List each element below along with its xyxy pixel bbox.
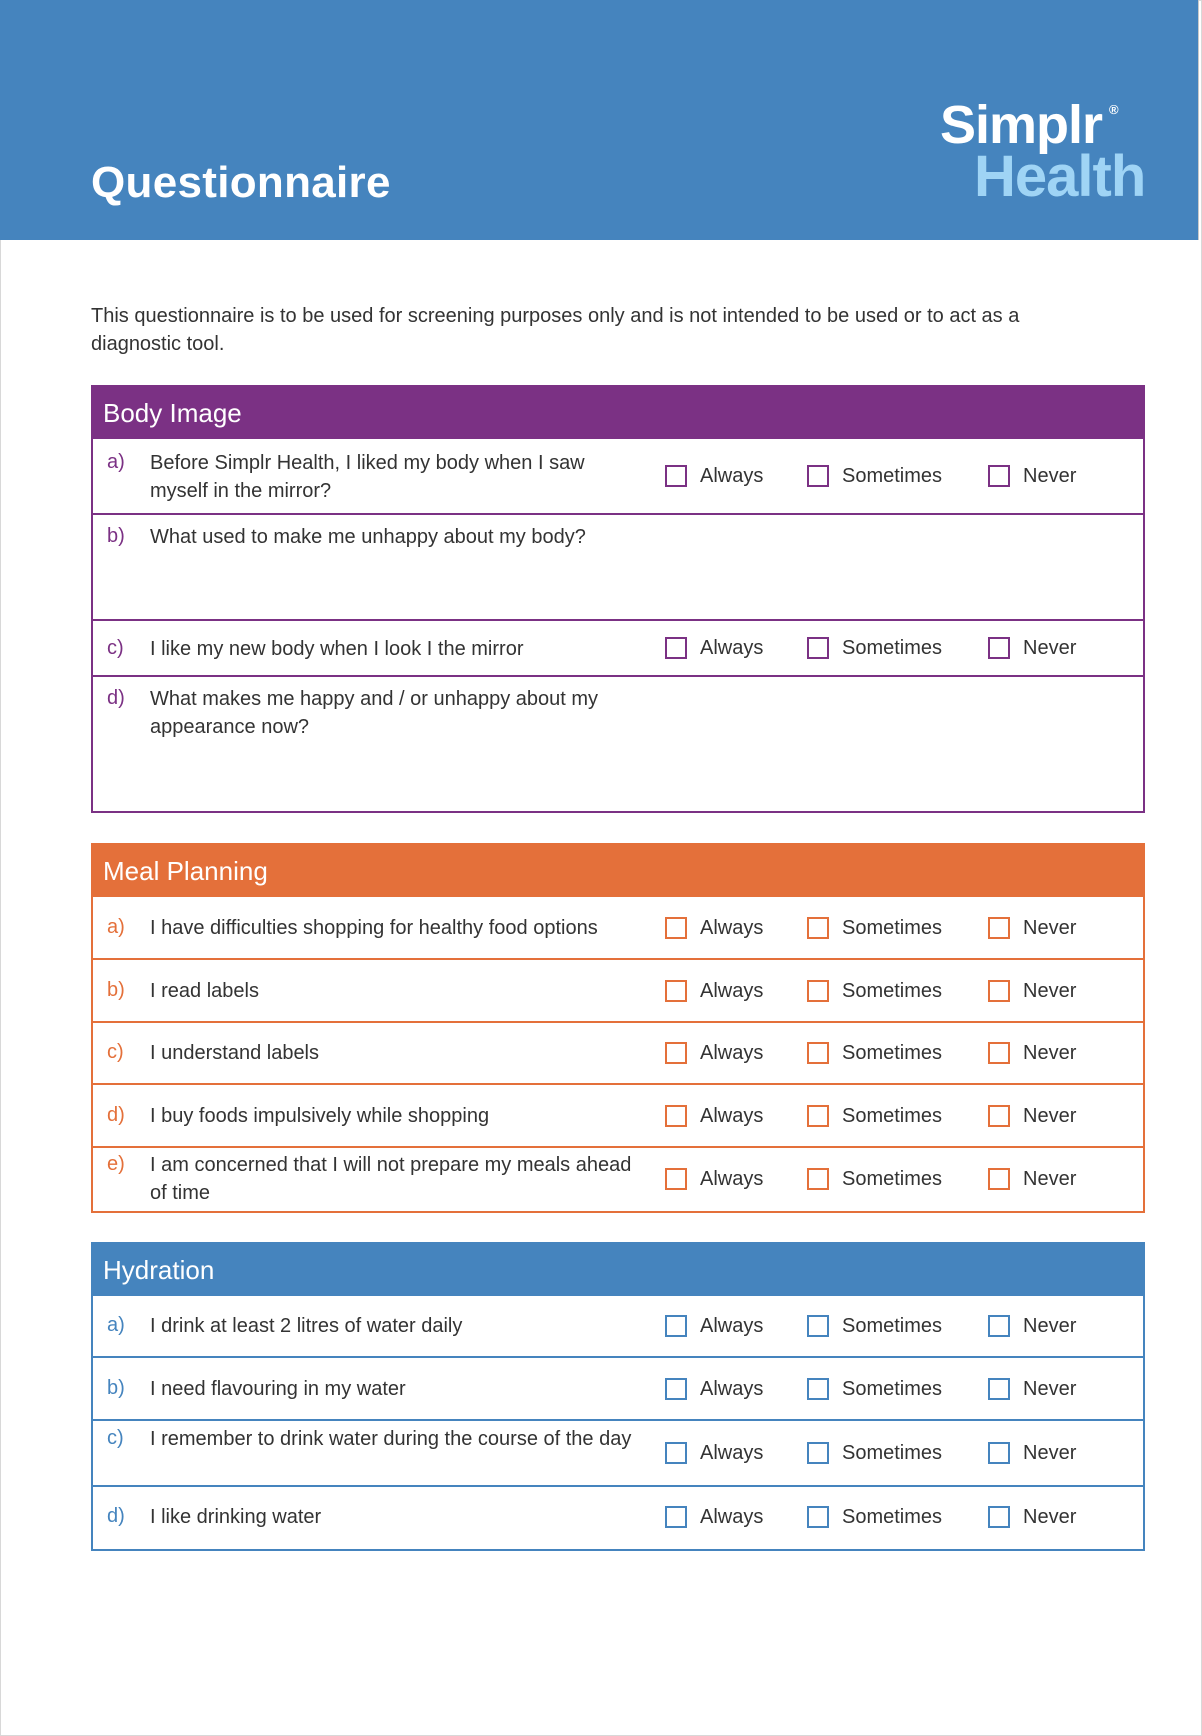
intro-text: This questionnaire is to be used for screening purposes only and is not intended to be used or to act as a diagnostic tool. bbox=[91, 305, 1020, 355]
question-row bbox=[93, 439, 1143, 515]
sometimes-checkbox[interactable] bbox=[807, 1506, 829, 1528]
question-text: What makes me happy and / or unhappy about my appearance now? bbox=[150, 688, 599, 738]
hydration-heading: Hydration bbox=[93, 1244, 1143, 1296]
always-option-label: Always bbox=[700, 1315, 764, 1337]
question-text: Before Simplr Health, I liked my body when I saw myself in the mirror? bbox=[150, 452, 585, 502]
always-checkbox[interactable] bbox=[665, 917, 687, 939]
always-checkbox[interactable] bbox=[665, 1042, 687, 1064]
never-option-label: Never bbox=[1023, 1315, 1077, 1337]
always-checkbox[interactable] bbox=[665, 1442, 687, 1464]
always-checkbox[interactable] bbox=[665, 1315, 687, 1337]
sometimes-checkbox[interactable] bbox=[807, 637, 829, 659]
sometimes-checkbox[interactable] bbox=[807, 1105, 829, 1127]
always-option-label: Always bbox=[700, 1168, 764, 1190]
question-letter: d) bbox=[107, 1104, 125, 1126]
always-option-label: Always bbox=[700, 980, 764, 1002]
question-text: I need flavouring in my water bbox=[150, 1378, 406, 1400]
question-row bbox=[93, 1085, 1143, 1148]
sometimes-option-label: Sometimes bbox=[842, 637, 943, 659]
question-letter: b) bbox=[107, 1377, 125, 1399]
meal-planning-section bbox=[91, 843, 1145, 1213]
never-checkbox[interactable] bbox=[988, 637, 1010, 659]
never-option-label: Never bbox=[1023, 1506, 1077, 1528]
question-text: I like my new body when I look I the mirror bbox=[150, 638, 524, 660]
never-option-label: Never bbox=[1023, 980, 1077, 1002]
question-row bbox=[93, 960, 1143, 1023]
question-letter: a) bbox=[107, 916, 125, 938]
question-row bbox=[93, 1358, 1143, 1421]
always-checkbox[interactable] bbox=[665, 1506, 687, 1528]
sometimes-checkbox[interactable] bbox=[807, 917, 829, 939]
question-letter: b) bbox=[107, 979, 125, 1001]
simplr-health-logo bbox=[940, 95, 1150, 209]
always-option-label: Always bbox=[700, 1506, 764, 1528]
question-text: I remember to drink water during the course of the day bbox=[150, 1428, 632, 1450]
question-row bbox=[93, 1023, 1143, 1085]
never-option-label: Never bbox=[1023, 1105, 1077, 1127]
sometimes-option-label: Sometimes bbox=[842, 1378, 943, 1400]
never-checkbox[interactable] bbox=[988, 917, 1010, 939]
never-checkbox[interactable] bbox=[988, 980, 1010, 1002]
always-checkbox[interactable] bbox=[665, 1378, 687, 1400]
always-option-label: Always bbox=[700, 1042, 764, 1064]
question-text: What used to make me unhappy about my body? bbox=[150, 526, 586, 548]
question-text: I like drinking water bbox=[150, 1506, 322, 1528]
question-letter: c) bbox=[107, 1041, 124, 1063]
never-option-label: Never bbox=[1023, 1378, 1077, 1400]
logo-registered-mark: ® bbox=[1109, 102, 1119, 117]
question-letter: d) bbox=[107, 687, 125, 709]
always-option-label: Always bbox=[700, 637, 764, 659]
question-letter: b) bbox=[107, 525, 125, 547]
question-text: I drink at least 2 litres of water daily bbox=[150, 1315, 463, 1337]
always-checkbox[interactable] bbox=[665, 1168, 687, 1190]
sometimes-option-label: Sometimes bbox=[842, 1168, 943, 1190]
question-letter: e) bbox=[107, 1153, 125, 1175]
never-option-label: Never bbox=[1023, 1168, 1077, 1190]
sometimes-option-label: Sometimes bbox=[842, 980, 943, 1002]
never-option-label: Never bbox=[1023, 465, 1077, 487]
always-option-label: Always bbox=[700, 1442, 764, 1464]
page-title: Questionnaire bbox=[91, 158, 391, 207]
never-checkbox[interactable] bbox=[988, 1105, 1010, 1127]
always-option-label: Always bbox=[700, 1378, 764, 1400]
question-text: I buy foods impulsively while shopping bbox=[150, 1105, 490, 1127]
question-text: I have difficulties shopping for healthy food options bbox=[150, 917, 598, 939]
always-option-label: Always bbox=[700, 1105, 764, 1127]
logo-text-health: Health bbox=[974, 144, 1146, 209]
page-header bbox=[0, 0, 1199, 240]
always-option-label: Always bbox=[700, 465, 764, 487]
sometimes-option-label: Sometimes bbox=[842, 1506, 943, 1528]
never-checkbox[interactable] bbox=[988, 1378, 1010, 1400]
logo-text-simplr: Simplr bbox=[940, 95, 1103, 155]
always-checkbox[interactable] bbox=[665, 1105, 687, 1127]
question-text: I understand labels bbox=[150, 1042, 320, 1064]
question-text: I read labels bbox=[150, 980, 259, 1002]
meal-planning-heading: Meal Planning bbox=[93, 845, 1143, 897]
never-option-label: Never bbox=[1023, 917, 1077, 939]
sometimes-checkbox[interactable] bbox=[807, 1442, 829, 1464]
question-row bbox=[93, 621, 1143, 677]
question-letter: a) bbox=[107, 451, 125, 473]
never-option-label: Never bbox=[1023, 637, 1077, 659]
hydration-section bbox=[91, 1242, 1145, 1551]
sometimes-checkbox[interactable] bbox=[807, 1168, 829, 1190]
sometimes-option-label: Sometimes bbox=[842, 917, 943, 939]
never-checkbox[interactable] bbox=[988, 465, 1010, 487]
sometimes-checkbox[interactable] bbox=[807, 1042, 829, 1064]
question-text: I am concerned that I will not prepare my meals ahead of time bbox=[150, 1154, 632, 1204]
sometimes-option-label: Sometimes bbox=[842, 465, 943, 487]
sometimes-checkbox[interactable] bbox=[807, 1315, 829, 1337]
open-answer-row[interactable] bbox=[93, 515, 1143, 621]
body-image-section bbox=[91, 385, 1145, 813]
sometimes-option-label: Sometimes bbox=[842, 1105, 943, 1127]
question-row bbox=[93, 897, 1143, 960]
sometimes-checkbox[interactable] bbox=[807, 980, 829, 1002]
never-checkbox[interactable] bbox=[988, 1506, 1010, 1528]
never-checkbox[interactable] bbox=[988, 1315, 1010, 1337]
question-letter: d) bbox=[107, 1505, 125, 1527]
sometimes-checkbox[interactable] bbox=[807, 1378, 829, 1400]
question-row bbox=[93, 1148, 1143, 1211]
never-checkbox[interactable] bbox=[988, 1442, 1010, 1464]
question-letter: c) bbox=[107, 1427, 124, 1449]
sometimes-checkbox[interactable] bbox=[807, 465, 829, 487]
sometimes-option-label: Sometimes bbox=[842, 1315, 943, 1337]
always-checkbox[interactable] bbox=[665, 637, 687, 659]
question-letter: c) bbox=[107, 637, 124, 659]
sometimes-option-label: Sometimes bbox=[842, 1042, 943, 1064]
never-option-label: Never bbox=[1023, 1042, 1077, 1064]
open-answer-row[interactable] bbox=[93, 677, 1143, 811]
question-letter: a) bbox=[107, 1314, 125, 1336]
body-image-heading: Body Image bbox=[93, 387, 1143, 439]
always-option-label: Always bbox=[700, 917, 764, 939]
never-option-label: Never bbox=[1023, 1442, 1077, 1464]
always-checkbox[interactable] bbox=[665, 980, 687, 1002]
question-row bbox=[93, 1421, 1143, 1487]
question-row bbox=[93, 1296, 1143, 1358]
never-checkbox[interactable] bbox=[988, 1168, 1010, 1190]
always-checkbox[interactable] bbox=[665, 465, 687, 487]
question-row bbox=[93, 1487, 1143, 1549]
never-checkbox[interactable] bbox=[988, 1042, 1010, 1064]
sometimes-option-label: Sometimes bbox=[842, 1442, 943, 1464]
